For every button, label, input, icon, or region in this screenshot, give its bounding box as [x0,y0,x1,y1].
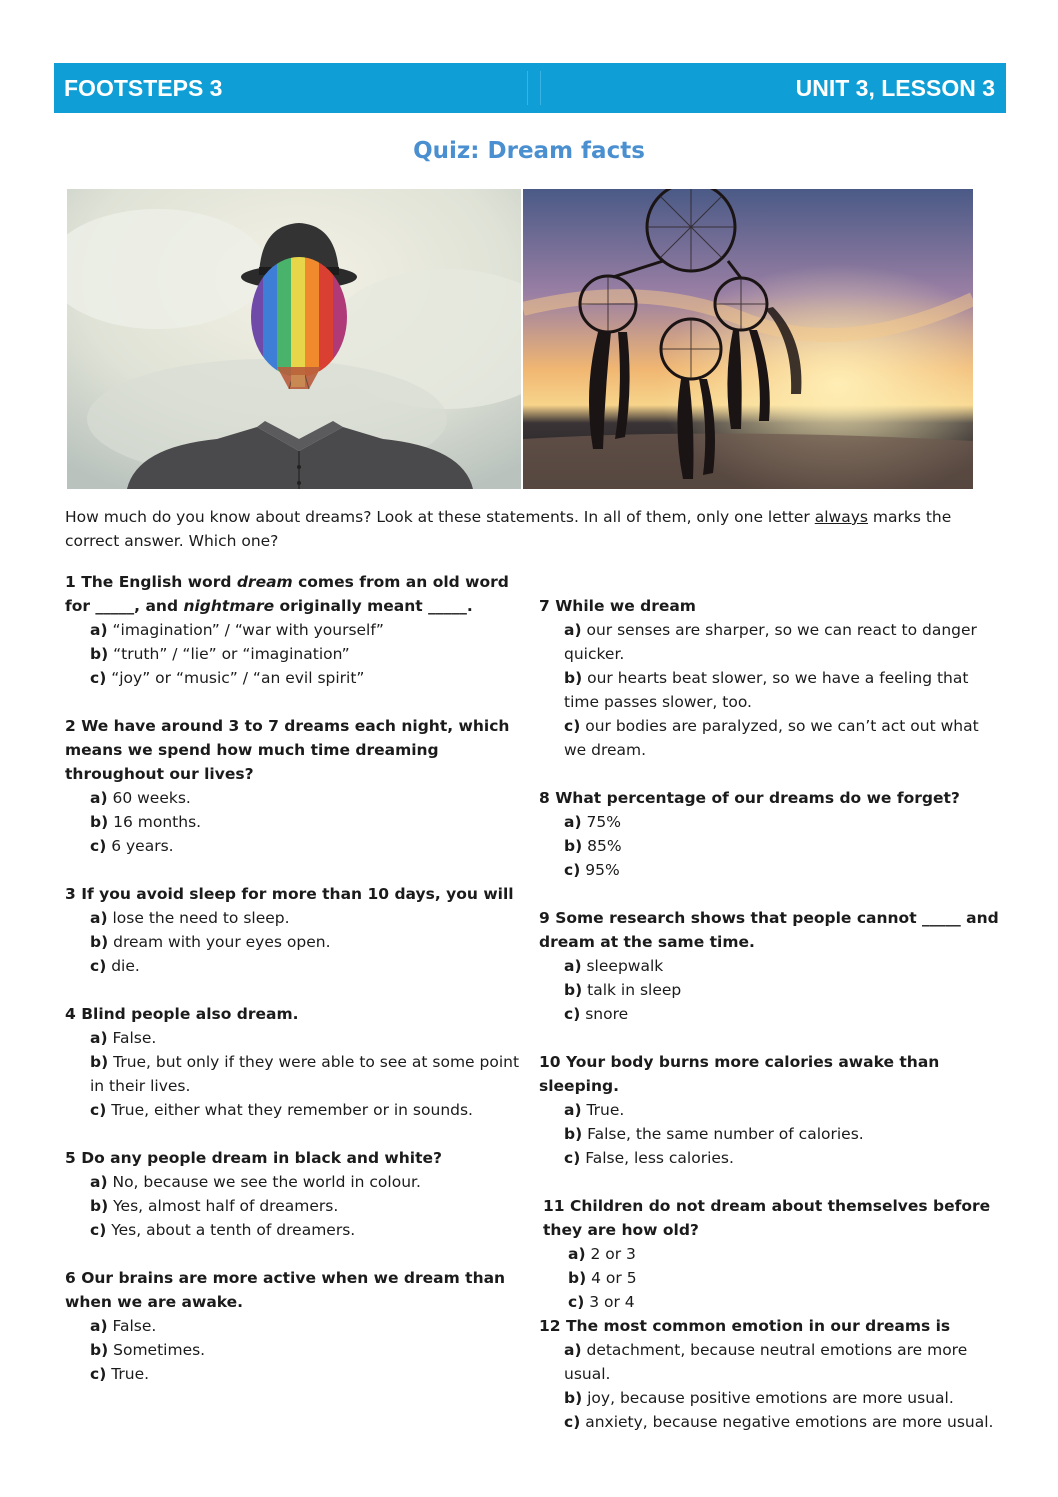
option-9b: b) talk in sleep [564,981,682,999]
unit-lesson-label: UNIT 3, LESSON 3 [795,75,995,101]
option-3c: c) die. [90,957,140,975]
option-6a: a) False. [90,1317,157,1335]
question-4: 4 Blind people also dream. [65,1005,299,1023]
option-12c: c) anxiety, because negative emotions are more usual. [564,1413,994,1431]
balloon-head-photo [67,189,521,489]
option-11b: b) 4 or 5 [568,1269,637,1287]
question-1: 1 The English word dream comes from an old word for _____, and nightmare originally meant _____. [65,573,509,615]
option-6b: b) Sometimes. [90,1341,206,1359]
question-7: 7 While we dream [539,597,696,615]
option-3b: b) dream with your eyes open. [90,933,331,951]
dream-catcher-photo [523,189,973,489]
question-3: 3 If you avoid sleep for more than 10 days, you will [65,885,514,903]
option-4b: b) True, but only if they were able to see at some point in their lives. [90,1053,520,1095]
option-11a: a) 2 or 3 [568,1245,636,1263]
page-title: Quiz: Dream facts [413,138,645,164]
course-title: FOOTSTEPS 3 [64,75,223,101]
option-2c: c) 6 years. [90,837,174,855]
option-1a: a) “imagination” / “war with yourself” [90,621,384,639]
option-10b: b) False, the same number of calories. [564,1125,864,1143]
option-5c: c) Yes, about a tenth of dreamers. [90,1221,356,1239]
intro-part-1: How much do you know about dreams? Look at these statements. In all of them, only one letter [65,508,815,526]
questions-right-column [539,594,999,1434]
option-12a: a) detachment, because neutral emotions are more usual. [564,1341,968,1383]
question-9: 9 Some research shows that people cannot _____ and dream at the same time. [539,909,999,951]
question-11: 11 Children do not dream about themselves before they are how old? [543,1197,991,1239]
option-7b: b) our hearts beat slower, so we have a feeling that time passes slower, too. [564,669,969,711]
option-2a: a) 60 weeks. [90,789,191,807]
option-4a: a) False. [90,1029,157,1047]
option-11c: c) 3 or 4 [568,1293,635,1311]
intro-text [65,505,995,553]
option-7a: a) our senses are sharper, so we can react to danger quicker. [564,621,977,663]
option-1c: c) “joy” or “music” / “an evil spirit” [90,669,365,687]
questions-left-column [65,570,525,1386]
question-12: 12 The most common emotion in our dreams is [539,1317,951,1335]
option-1b: b) “truth” / “lie” or “imagination” [90,645,350,663]
question-10: 10 Your body burns more calories awake than sleeping. [539,1053,940,1095]
question-6: 6 Our brains are more active when we dream than when we are awake. [65,1269,506,1311]
option-9c: c) snore [564,1005,629,1023]
option-5b: b) Yes, almost half of dreamers. [90,1197,339,1215]
option-4c: c) True, either what they remember or in sounds. [90,1101,473,1119]
option-9a: a) sleepwalk [564,957,664,975]
option-10a: a) True. [564,1101,625,1119]
option-8b: b) 85% [564,837,622,855]
question-5: 5 Do any people dream in black and white? [65,1149,443,1167]
option-8a: a) 75% [564,813,621,831]
question-2: 2 We have around 3 to 7 dreams each night, which means we spend how much time dreaming throughout our lives? [65,717,510,783]
intro-underlined-word: always [814,508,868,526]
option-5a: a) No, because we see the world in colour. [90,1173,421,1191]
intro-part-2: marks the correct answer. Which one? [65,508,952,550]
option-10c: c) False, less calories. [564,1149,734,1167]
option-12b: b) joy, because positive emotions are more usual. [564,1389,954,1407]
option-2b: b) 16 months. [90,813,202,831]
option-3a: a) lose the need to sleep. [90,909,290,927]
option-8c: c) 95% [564,861,620,879]
page-header [54,63,1006,113]
header-divider [527,71,541,105]
question-8: 8 What percentage of our dreams do we forget? [539,789,960,807]
option-7c: c) our bodies are paralyzed, so we can’t act out what we dream. [564,717,979,759]
option-6c: c) True. [90,1365,150,1383]
